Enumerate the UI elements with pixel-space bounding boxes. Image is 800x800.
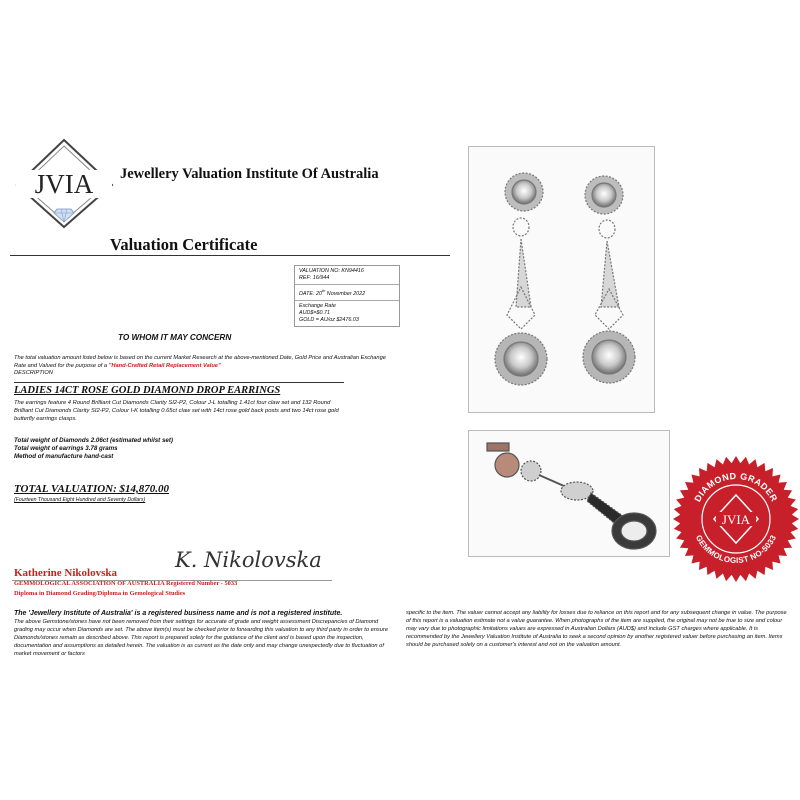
valuation-purpose: "Hand-Crafted Retail Replacement Value" bbox=[108, 362, 221, 369]
item-title: LADIES 14CT ROSE GOLD DIAMOND DROP EARRINGS bbox=[14, 385, 281, 396]
total-valuation: TOTAL VALUATION: $14,870.00 bbox=[14, 483, 170, 495]
seal-top-text: DIAMOND GRADER bbox=[692, 470, 780, 504]
valuation-number: VALUATION NO: KN94416 bbox=[299, 268, 364, 274]
valuation-date: DATE: 20th November 2022 bbox=[295, 285, 399, 301]
earring-side-photo bbox=[468, 430, 670, 557]
gemmologist-seal bbox=[672, 455, 800, 583]
description-label: DESCRIPTION bbox=[14, 370, 53, 376]
total-valuation-words: (Fourteen Thousand Eight Hundred and Seventy Dollars) bbox=[14, 497, 146, 503]
logo-text: JVIA bbox=[34, 169, 94, 199]
manufacture-method: Method of manufacture hand-cast bbox=[14, 453, 114, 460]
seal-bottom-text: GEMMOLOGIST NO-5033 bbox=[693, 533, 779, 566]
certificate-title: Valuation Certificate bbox=[110, 235, 258, 254]
seal-logo-text: JVIA bbox=[721, 512, 751, 527]
disclaimer-heading: The 'Jewellery Institute of Australia' is a registered business name and is not a registered institute. bbox=[14, 610, 343, 617]
description-divider bbox=[14, 382, 344, 383]
reference-number: REF: 16/944 bbox=[299, 275, 330, 281]
diamond-weight: Total weight of Diamonds 2.06ct (estimated whilst set) bbox=[14, 437, 173, 444]
earrings-photo bbox=[468, 146, 655, 413]
jvia-logo bbox=[12, 135, 117, 230]
title-divider bbox=[10, 255, 450, 256]
valuer-name: Katherine Nikolovska bbox=[14, 567, 117, 579]
weights-list bbox=[14, 437, 173, 461]
gold-price: GOLD = AU/oz $2476.03 bbox=[299, 316, 359, 323]
disclaimer-right: specific to the item. The valuer cannot accept any liability for losses due to reliance on this report and for any subsequent change in value. The purpose of this report is a valuation estimate not a value guarantee. When photographs of the item are supplied, the original may not be true to size and colour may vary due to photographic limitations values are expressed in Australian Dollars (AUD$) and include GST charges where applicable. It is recommended by the Jewellery Valuation Institute of Australia to seek a second opinion by another registered valuer before purchasing an item. Items should be purchased solely on a customer's interest and not on the valuation amount. bbox=[406, 610, 787, 648]
item-description: The earrings feature 4 Round Brilliant Cut Diamonds Clarity SI2-P2, Colour J-L totalling 1.41ct four claw set and 132 Round Brilliant Cut Diamonds Clarity SI2-P2, Colour I-K totalling 0.65ct claw set with 14ct rose gold back posts and two 14ct rose gold butterfly earrings clasps. bbox=[14, 400, 339, 422]
association-line: GEMMOLOGICAL ASSOCIATION OF AUSTRALIA Registered Number - 5033 bbox=[14, 580, 238, 587]
to-whom-heading: TO WHOM IT MAY CONCERN bbox=[118, 333, 232, 342]
diploma-line: Diploma in Diamond Grading/Diploma in Gemological Studies bbox=[14, 590, 186, 597]
intro-paragraph: The total valuation amount listed below is based on the current Market Research at the above-mentioned Date, Gold Price and Australian Exchange Rate and Valued for the purpose of a "Hand-Crafted Retail Replacement Value" DESCRIPTION bbox=[14, 355, 386, 376]
valuation-info-box bbox=[294, 265, 400, 327]
handwritten-signature: K. Nikolovska bbox=[175, 548, 322, 572]
earring-weight: Total weight of earrings 3.78 grams bbox=[14, 445, 118, 452]
earring-right bbox=[583, 176, 635, 383]
institute-name: Jewellery Valuation Institute Of Australia bbox=[120, 166, 379, 182]
exchange-rate-aud: AUD$=$0.71 bbox=[299, 309, 331, 316]
disclaimer-left: The 'Jewellery Institute of Australia' is a registered business name and is not a registered institute. The above Gemstone/stones have not been removed from their settings for accurate of grade and weight assessment Discrepancies of Diamond grading may occur when Diamonds are set. The above item(s) must be checked prior to forwarding this valuation to any third party in order to ensure Diamonds/stones remain as described above. This report is prepared solely for the guidance of the client and is based upon the inspection, documentation and assumptions as detailed herein. The valuation is as current as the date only and may change unexpectedly due to fluctuation of market movement or factors bbox=[14, 609, 396, 659]
earring-left bbox=[495, 173, 547, 385]
exchange-rate-label: Exchange Rate bbox=[299, 302, 336, 309]
